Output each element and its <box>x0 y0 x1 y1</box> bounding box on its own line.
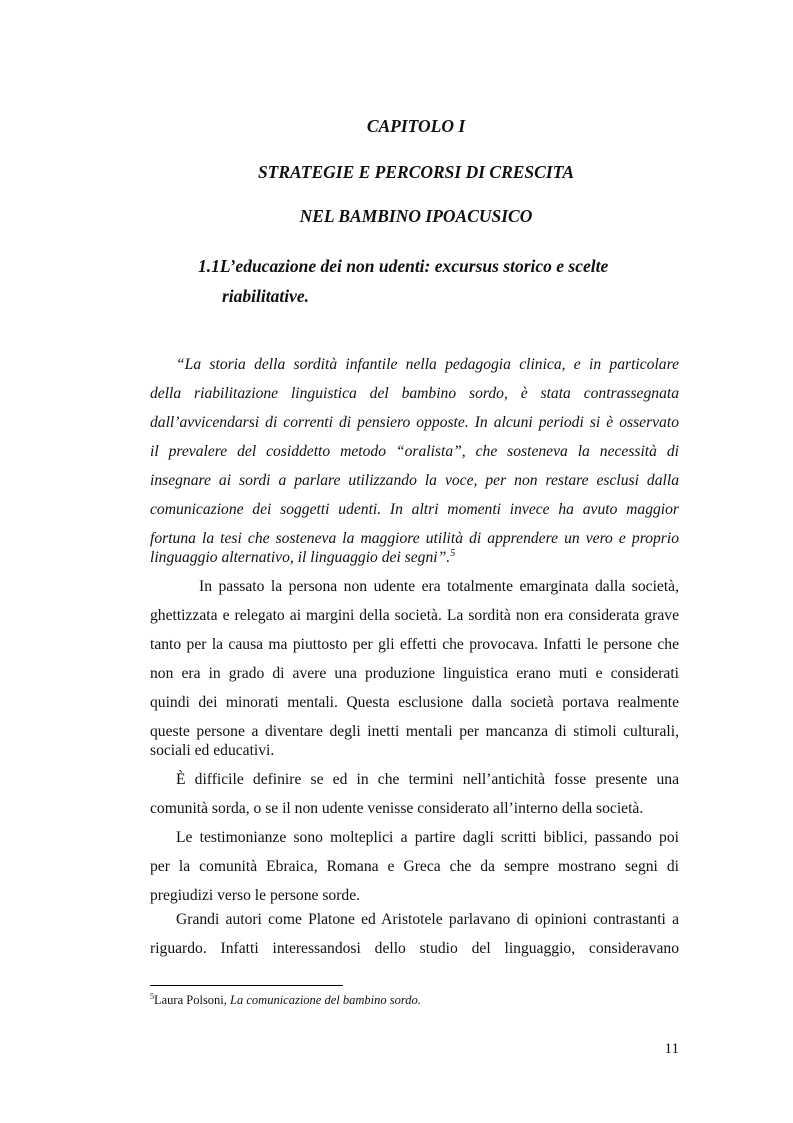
quote-last-line <box>150 548 679 568</box>
quote-line: comunicazione dei soggetti udenti. In altri momenti invece ha avuto maggior <box>150 501 679 518</box>
paragraph-line: pregiudizi verso le persone sorde. <box>150 887 361 904</box>
paragraph-line: È difficile definire se ed in che termini nell’antichità fosse presente una <box>176 771 679 788</box>
section-title-line-1: 1.1L’educazione dei non udenti: excursus storico e scelte <box>198 256 609 276</box>
chapter-label: CAPITOLO I <box>366 116 466 136</box>
paragraph-line: Grandi autori come Platone ed Aristotele parlavano di opinioni contrastanti a <box>176 911 679 928</box>
section-title-line-2: riabilitative. <box>222 286 310 306</box>
chapter-title-line-1: STRATEGIE E PERCORSI DI CRESCITA <box>257 162 575 182</box>
page-number: 11 <box>664 1041 679 1057</box>
footnote <box>150 993 421 1008</box>
quote-line: il prevalere del cosiddetto metodo “oralista”, che sosteneva la necessità di <box>150 443 679 460</box>
paragraph-line: queste persone a diventare degli inetti mentali per mancanza di stimoli culturali, <box>150 723 679 740</box>
paragraph-line: In passato la persona non udente era totalmente emarginata dalla società, <box>199 578 679 595</box>
chapter-title-line-2: NEL BAMBINO IPOACUSICO <box>299 206 533 226</box>
footnote-title: La comunicazione del bambino sordo. <box>230 993 421 1007</box>
paragraph-line: tanto per la causa ma piuttosto per gli effetti che provocava. Infatti le persone che <box>150 636 679 653</box>
quote-line: della riabilitazione linguistica del bambino sordo, è stata contrassegnata <box>150 385 679 402</box>
paragraph-line: riguardo. Infatti interessandosi dello studio del linguaggio, consideravano <box>150 940 679 957</box>
paragraph-line: per la comunità Ebraica, Romana e Greca che da sempre mostrano segni di <box>150 858 679 875</box>
footnote-separator <box>150 985 343 986</box>
quote-line: fortuna la tesi che sosteneva la maggiore utilità di apprendere un vero e proprio <box>150 530 679 547</box>
section-title <box>198 251 668 311</box>
footnote-number: 5 <box>150 992 154 1001</box>
paragraph-line: sociali ed educativi. <box>150 742 275 759</box>
quote-line: “La storia della sordità infantile nella pedagogia clinica, e in particolare <box>176 356 679 373</box>
quote-line: insegnare ai sordi a parlare utilizzando la voce, per non restare esclusi dalla <box>150 472 679 489</box>
paragraph-line: non era in grado di avere una produzione linguistica erano muti e considerati <box>150 665 679 682</box>
footnote-reference: 5 <box>450 548 456 559</box>
paragraph-line: quindi dei minorati mentali. Questa esclusione dalla società portava realmente <box>150 694 679 711</box>
quote-line: dall’avvicendarsi di correnti di pensiero opposte. In alcuni periodi si è osservato <box>150 414 679 431</box>
footnote-author: Laura Polsoni, <box>154 993 231 1007</box>
paragraph-line: Le testimonianze sono molteplici a partire dagli scritti biblici, passando poi <box>176 829 679 846</box>
paragraph-line: ghettizzata e relegato ai margini della società. La sordità non era considerata grave <box>150 607 679 624</box>
paragraph-line: comunità sorda, o se il non udente venisse considerato all’interno della società. <box>150 800 644 817</box>
quote-line: linguaggio alternativo, il linguaggio dei segni”. <box>150 549 451 566</box>
